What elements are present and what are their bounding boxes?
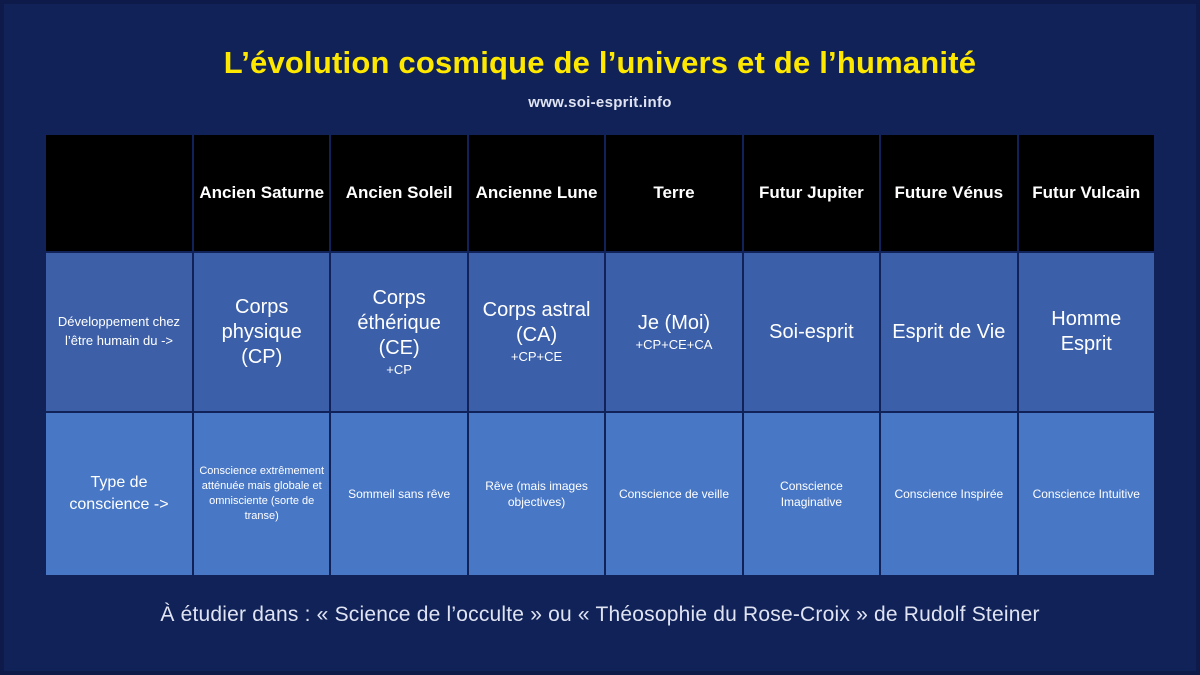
cell-conscience-future-venus: Conscience Inspirée xyxy=(881,413,1016,575)
cell-main-text: Soi-esprit xyxy=(769,320,854,343)
header-corner-cell xyxy=(46,135,192,251)
cell-main-text: Corps physique (CP) xyxy=(221,295,302,368)
header-cell-ancienne-lune: Ancienne Lune xyxy=(469,135,604,251)
site-url: www.soi-esprit.info xyxy=(528,94,672,112)
cell-conscience-terre: Conscience de veille xyxy=(606,413,741,575)
cell-conscience-ancienne-lune: Rêve (mais images objectives) xyxy=(469,413,604,575)
cell-sub-text: +CP+CE+CA xyxy=(635,336,713,352)
cell-developpement-futur-vulcain xyxy=(1019,253,1154,411)
cell-sub-text: +CP xyxy=(386,361,412,377)
header-cell-ancien-saturne: Ancien Saturne xyxy=(194,135,329,251)
cell-developpement-ancienne-lune xyxy=(469,253,604,411)
row-label-type-de-conscience: Type de conscience -> xyxy=(46,413,192,575)
table-header-row xyxy=(46,135,1154,251)
cell-main-text: Corps éthérique (CE) xyxy=(357,286,441,359)
row-label-developpement: Développement chez l’être humain du -> xyxy=(46,253,192,411)
header-cell-terre: Terre xyxy=(606,135,741,251)
cell-developpement-ancien-saturne xyxy=(194,253,329,411)
cell-developpement-futur-jupiter xyxy=(744,253,879,411)
cell-developpement-future-venus xyxy=(881,253,1016,411)
header-cell-futur-jupiter: Futur Jupiter xyxy=(744,135,879,251)
header-cell-future-venus: Future Vénus xyxy=(881,135,1016,251)
cell-main-text: Esprit de Vie xyxy=(892,320,1006,343)
page-title: L’évolution cosmique de l’univers et de l’humanité xyxy=(223,45,977,80)
cell-conscience-futur-jupiter: Conscience Imaginative xyxy=(744,413,879,575)
evolution-table-wrapper xyxy=(44,133,1156,577)
slide-content xyxy=(4,4,1196,671)
footer-note: À étudier dans : « Science de l’occulte » ou « Théosophie du Rose-Croix » de Rudolf Steiner xyxy=(160,603,1040,627)
table-row xyxy=(46,253,1154,411)
cell-main-text: Homme Esprit xyxy=(1051,308,1122,356)
cell-conscience-futur-vulcain: Conscience Intuitive xyxy=(1019,413,1154,575)
cell-developpement-terre xyxy=(606,253,741,411)
cell-main-text: Je (Moi) xyxy=(637,311,711,334)
table-row xyxy=(46,413,1154,575)
header-cell-futur-vulcain: Futur Vulcain xyxy=(1019,135,1154,251)
cell-conscience-ancien-soleil: Sommeil sans rêve xyxy=(331,413,466,575)
cell-main-text: Corps astral (CA) xyxy=(482,299,591,346)
cell-sub-text: +CP+CE xyxy=(510,349,563,364)
evolution-table xyxy=(44,133,1156,577)
cell-conscience-ancien-saturne: Conscience extrêmement atténuée mais globale et omnisciente (sorte de transe) xyxy=(194,413,329,575)
header-cell-ancien-soleil: Ancien Soleil xyxy=(331,135,466,251)
cell-developpement-ancien-soleil xyxy=(331,253,466,411)
